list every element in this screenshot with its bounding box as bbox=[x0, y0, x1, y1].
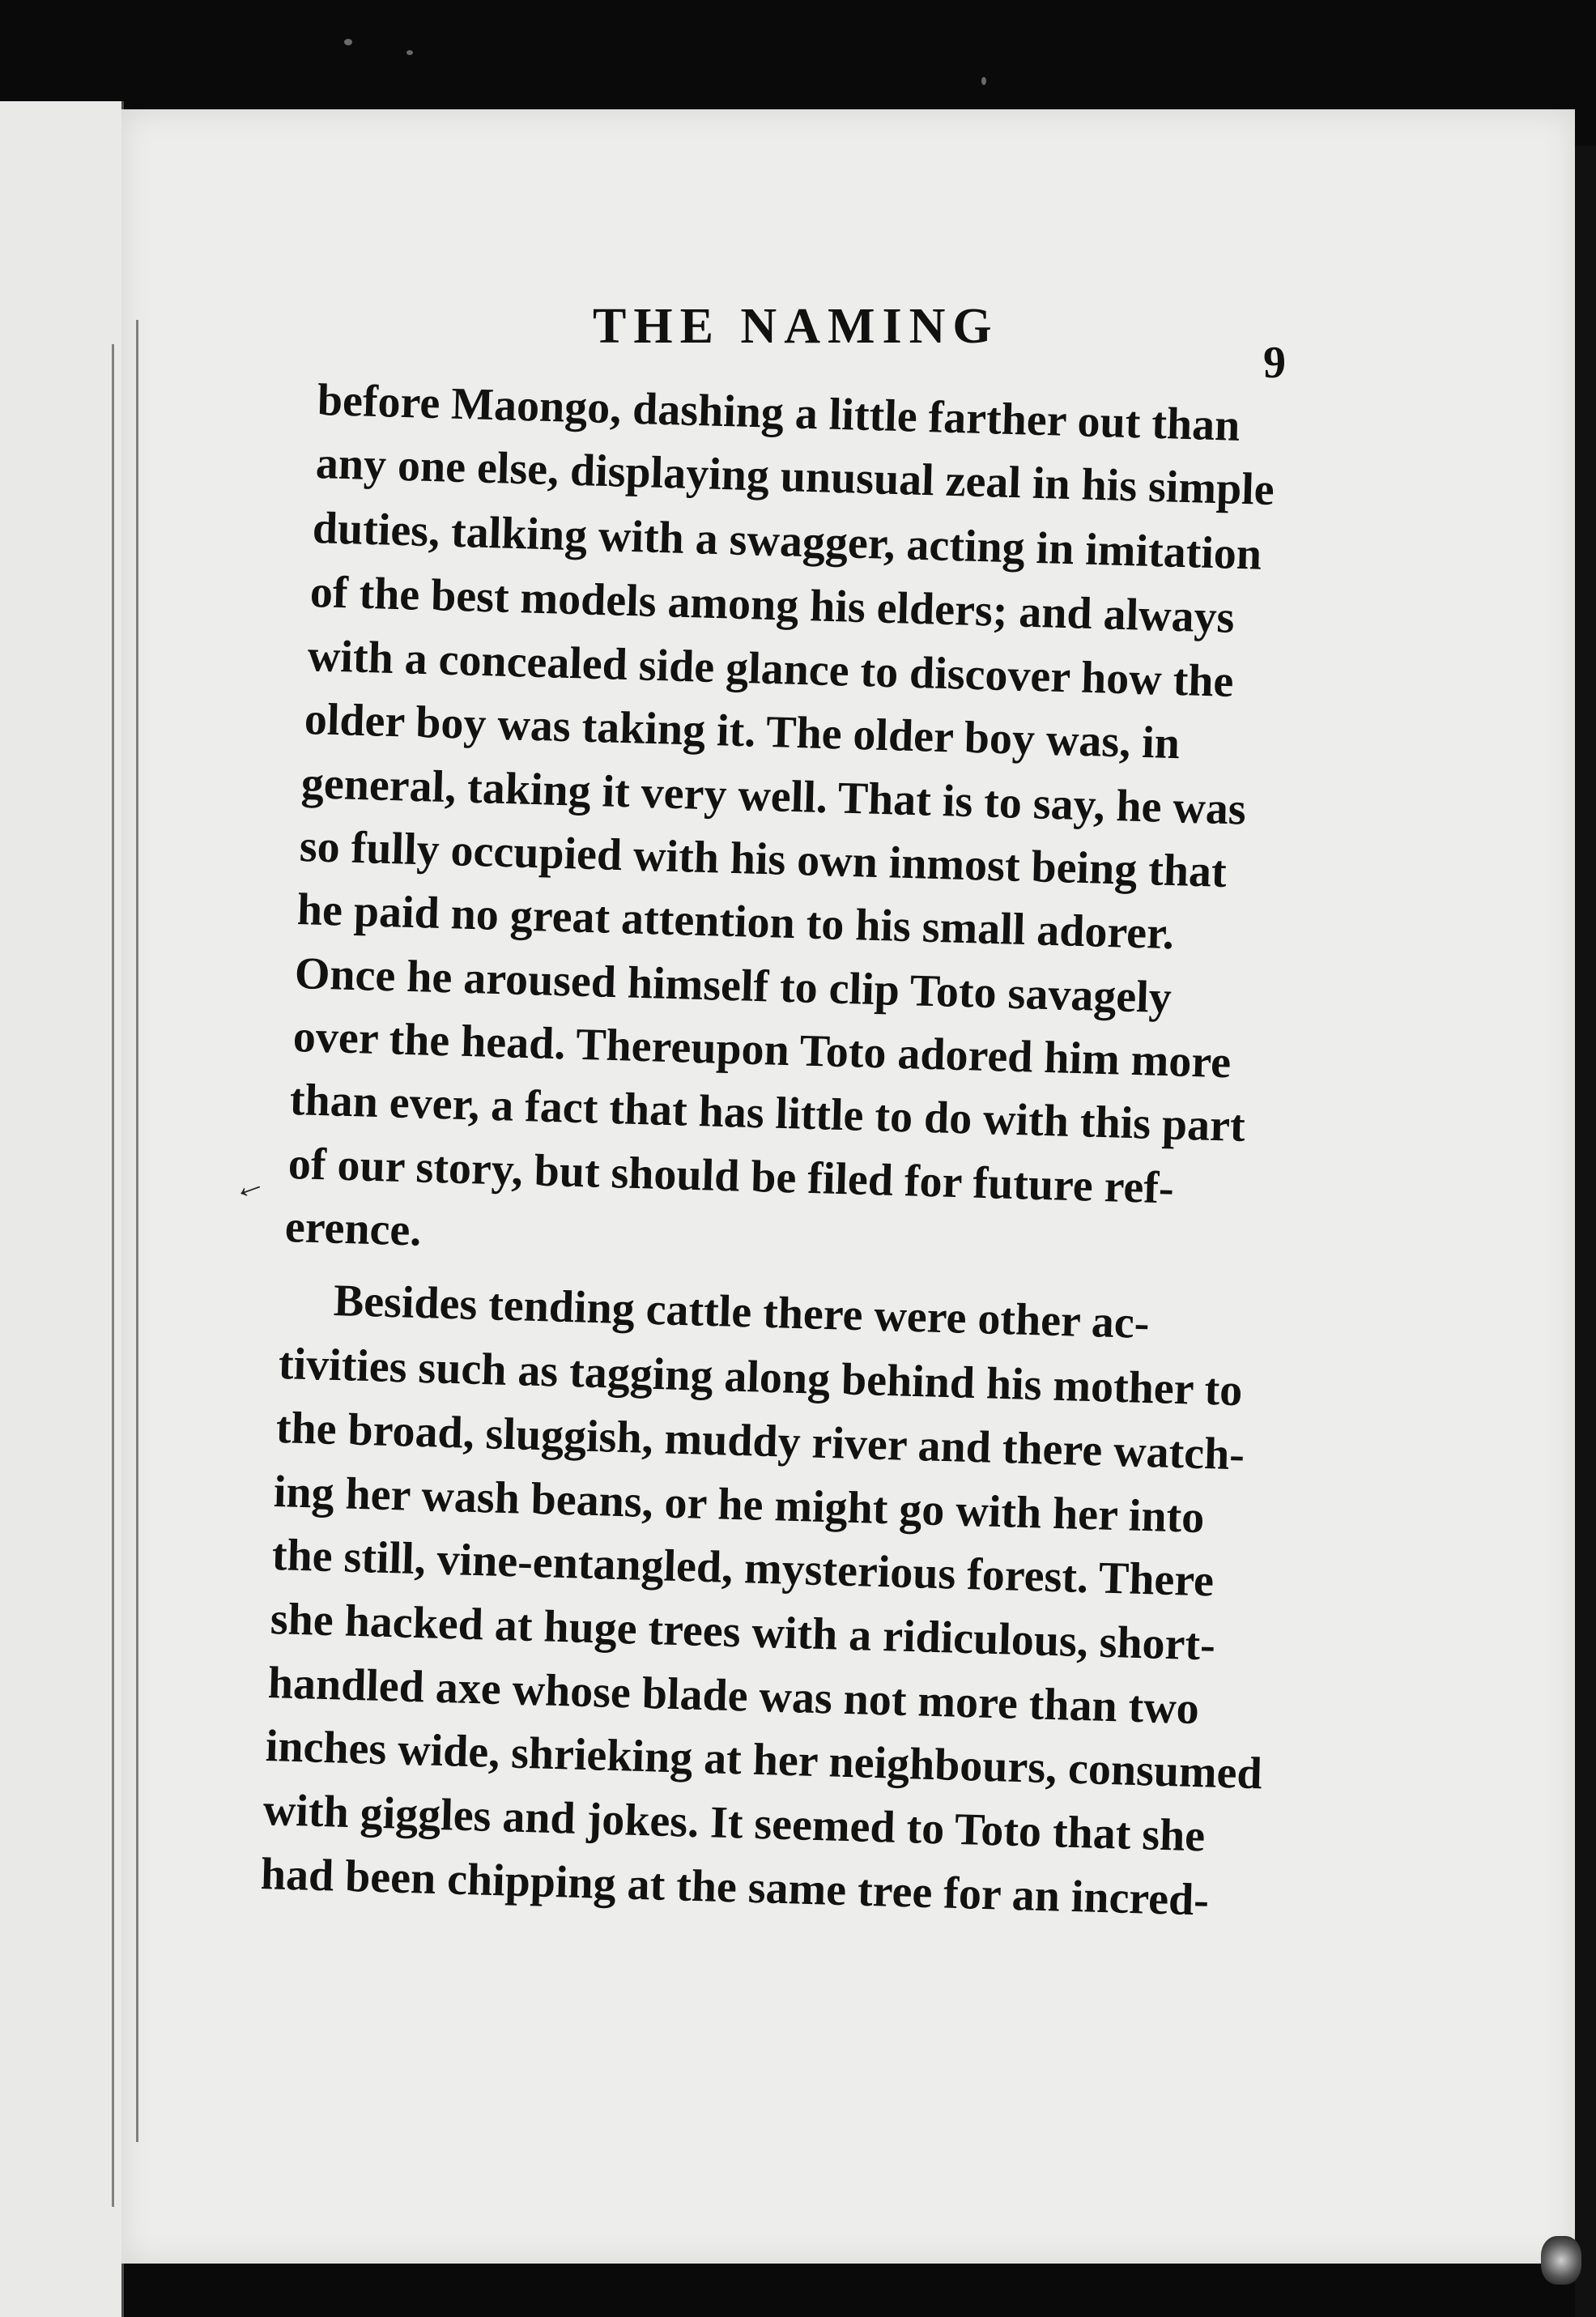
text-line: the still, vine-entangled, mysterious forest. There bbox=[271, 1530, 1215, 1607]
text-line: handled axe whose blade was not more than two bbox=[267, 1658, 1200, 1735]
text-line: than ever, a fact that has little to do with this part bbox=[289, 1075, 1246, 1152]
text-line: so fully occupied with his own inmost being that bbox=[299, 821, 1228, 897]
margin-arrow-mark: ← bbox=[226, 1162, 271, 1209]
text-line: Once he aroused himself to clip Toto savagely bbox=[294, 948, 1173, 1024]
text-line: of our story, but should be filed for future ref- bbox=[287, 1139, 1175, 1214]
text-line: had been chipping at the same tree for an incred- bbox=[260, 1849, 1210, 1926]
text-line: before Maongo, dashing a little farther out than bbox=[317, 375, 1241, 451]
text-line: the broad, sluggish, muddy river and there watch- bbox=[275, 1403, 1245, 1480]
text-line: ing her wash beans, or he might go with her into bbox=[273, 1467, 1206, 1544]
text-line: with a concealed side glance to discover how the bbox=[307, 631, 1235, 707]
text-line: he paid no great attention to his small adorer. bbox=[296, 884, 1175, 960]
text-line: older boy was taking it. The older boy was, in bbox=[304, 694, 1181, 769]
text-line: tivities such as tagging along behind his mother to bbox=[278, 1339, 1244, 1416]
text-line: general, taking it very well. That is to say, he was bbox=[300, 758, 1247, 835]
scan-corner-artifact bbox=[1541, 2236, 1581, 2285]
text-line: she hacked at huge trees with a ridiculous, short- bbox=[270, 1594, 1216, 1671]
text-line: of the best models among his elders; and always bbox=[309, 567, 1236, 643]
text-line: inches wide, shrieking at her neighbours, consumed bbox=[265, 1721, 1263, 1800]
text-line: with giggles and jokes. It seemed to Toto that she bbox=[262, 1785, 1207, 1862]
text-line: erence. bbox=[284, 1202, 423, 1256]
text-line: duties, talking with a swagger, acting in imitation bbox=[312, 503, 1262, 580]
page-number: 9 bbox=[1263, 338, 1286, 388]
text-line: Besides tending cattle there were other ac- bbox=[333, 1276, 1151, 1349]
running-title: THE NAMING bbox=[593, 299, 999, 354]
text-line: any one else, displaying unusual zeal in his simple bbox=[315, 438, 1275, 516]
text-line: over the head. Thereupon Toto adored him more bbox=[292, 1012, 1232, 1088]
